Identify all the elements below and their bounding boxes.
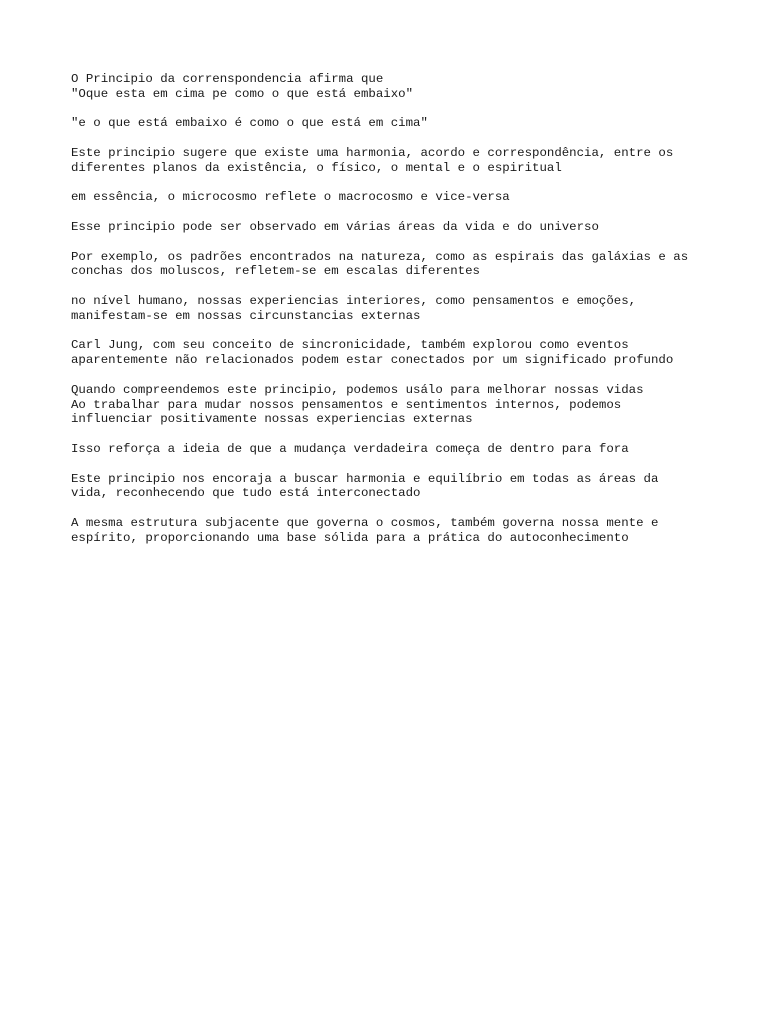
text-line: O Principio da correnspondencia afirma que xyxy=(71,72,384,86)
text-line: conchas dos moluscos, refletem-se em escalas diferentes xyxy=(71,264,480,279)
text-line: "e o que está embaixo é como o que está em cima" xyxy=(71,116,428,131)
text-line: Esse principio pode ser observado em várias áreas da vida e do universo xyxy=(71,219,599,234)
text-line: espírito, proporcionando uma base sólida para a prática do autoconhecimento xyxy=(71,530,629,545)
paragraph xyxy=(71,116,731,131)
text-line: Quando compreendemos este principio, podemos usálo para melhorar nossas vidas xyxy=(71,382,644,397)
text-line: A mesma estrutura subjacente que governa o cosmos, também governa nossa mente e xyxy=(71,515,659,530)
paragraph xyxy=(71,146,731,176)
text-line: diferentes planos da existência, o físico, o mental e o espiritual xyxy=(71,160,562,175)
text-line: "Oque esta em cima pe como o que está embaixo" xyxy=(71,86,414,101)
paragraph xyxy=(71,338,731,368)
paragraph xyxy=(71,72,731,102)
text-line: Isso reforça a ideia de que a mudança verdadeira começa de dentro para fora xyxy=(71,441,629,456)
text-line: no nível humano, nossas experiencias interiores, como pensamentos e emoções, xyxy=(71,293,637,308)
paragraph xyxy=(71,383,731,427)
text-line: Por exemplo, os padrões encontrados na natureza, como as espirais das galáxias e as xyxy=(71,249,689,264)
text-line: influenciar positivamente nossas experiencias externas xyxy=(71,412,473,427)
paragraph xyxy=(71,294,731,324)
text-line: Ao trabalhar para mudar nossos pensamentos e sentimentos internos, podemos xyxy=(71,397,622,412)
text-line: Carl Jung, com seu conceito de sincronicidade, também explorou como eventos xyxy=(71,338,629,353)
text-line: aparentemente não relacionados podem estar conectados por um significado profundo xyxy=(71,353,674,368)
paragraph xyxy=(71,250,731,280)
text-line: em essência, o microcosmo reflete o macrocosmo e vice-versa xyxy=(71,190,510,205)
paragraph xyxy=(71,516,731,546)
paragraph xyxy=(71,220,731,235)
text-line: vida, reconhecendo que tudo está interconectado xyxy=(71,486,421,501)
text-line: Este principio sugere que existe uma harmonia, acordo e correspondência, entre os xyxy=(71,145,674,160)
text-line: manifestam-se em nossas circunstancias externas xyxy=(71,308,421,323)
text-line: Este principio nos encoraja a buscar harmonia e equilíbrio em todas as áreas da xyxy=(71,471,659,486)
paragraph xyxy=(71,190,731,205)
document-body xyxy=(71,72,731,560)
paragraph xyxy=(71,472,731,502)
paragraph xyxy=(71,442,731,457)
